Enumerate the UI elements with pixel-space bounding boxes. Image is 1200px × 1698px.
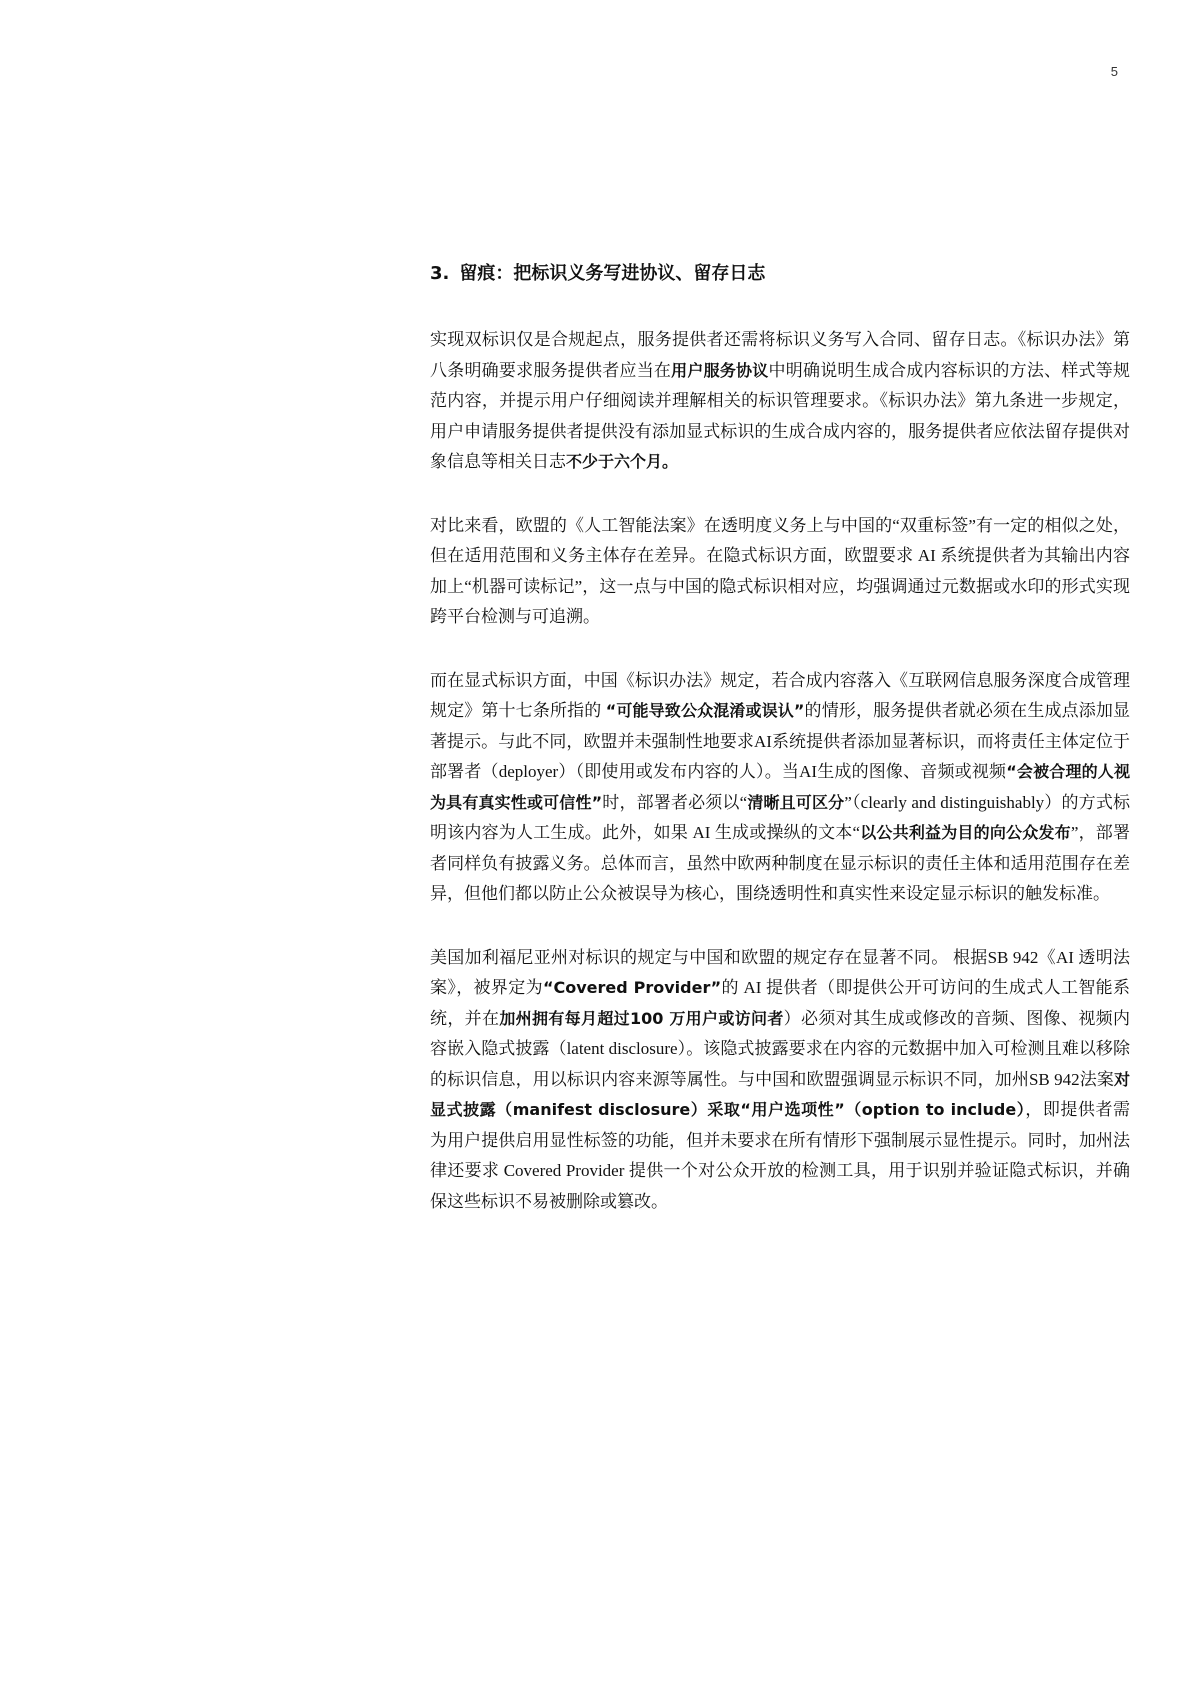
paragraph-container bbox=[430, 325, 1130, 1217]
body-paragraph bbox=[430, 666, 1130, 910]
paragraph-text: 的 AI 提供者（即提供公开可访问的生成式人工智能系统，并在 bbox=[430, 978, 1131, 1028]
paragraph-text: 中明确说明生成合成内容标识的方法、样式等规范内容，并提示用户仔细阅读并理解相关的标识管理要求。《标识办法》第九条进一步规定，用户申请服务提供者提供没有添加显式标识的生成合成内容的，服务提供者应依法留存提供对象信息等相关日志 bbox=[430, 360, 1131, 471]
emphasis-text: 加州拥有每月超过100 万用户或访问者 bbox=[499, 1008, 784, 1028]
section-title: 留痕：把标识义务写进协议、留存日志 bbox=[459, 263, 766, 284]
paragraph-text: ）必须对其生成或修改的音频、图像、视频内容嵌入隐式披露（latent disclosure）。该隐式披露要求在内容的元数据中加入可检测且难以移除的标识信息，用以标识内容来源等属性。与中国和欧盟强调显示标识不同，加州SB 942法案 bbox=[430, 1008, 1130, 1089]
paragraph-text: 实现双标识仅是合规起点，服务提供者还需将标识义务写入合同、留存日志。《标识办法》第八条明确要求服务提供者应当在 bbox=[430, 330, 1130, 380]
page-number: 5 bbox=[1110, 64, 1118, 79]
emphasis-text: “Covered Provider” bbox=[542, 978, 722, 997]
body-paragraph bbox=[430, 511, 1130, 633]
paragraph-text: 而在显式标识方面，中国《标识办法》规定，若合成内容落入《互联网信息服务深度合成管理规定》第十七条所指的 bbox=[430, 670, 1130, 720]
emphasis-text: “可能导致公众混淆或误认” bbox=[605, 701, 805, 720]
emphasis-text: 不少于六个月。 bbox=[566, 452, 679, 471]
emphasis-text: 对显式披露（manifest disclosure）采取“用户选项性”（option to include） bbox=[430, 1069, 1130, 1119]
paragraph-text: 的情形，服务提供者就必须在生成点添加显著提示。与此不同，欧盟并未强制性地要求AI系统提供者添加显著标识，而将责任主体定位于部署者（deployer）（即使用或发布内容的人）。当AI生成的图像、音频或视频 bbox=[430, 701, 1131, 781]
paragraph-text: ”，部署者同样负有披露义务。总体而言，虽然中欧两种制度在显示标识的责任主体和适用范围存在差异，但他们都以防止公众被误导为核心，围绕透明性和真实性来设定显示标识的触发标准。 bbox=[430, 823, 1130, 903]
emphasis-text: “会被合理的人视为具有真实性或可信性” bbox=[430, 762, 1130, 812]
paragraph-text: 对比来看，欧盟的《人工智能法案》在透明度义务上与中国的“双重标签”有一定的相似之处，但在适用范围和义务主体存在差异。在隐式标识方面，欧盟要求 AI 系统提供者为其输出内容加上“机器可读标记”，这一点与中国的隐式标识相对应，均强调通过元数据或水印的形式实现跨平台检测与可追溯。 bbox=[430, 515, 1130, 626]
body-paragraph bbox=[430, 943, 1130, 1218]
body-paragraph bbox=[430, 325, 1130, 478]
paragraph-text: ”（clearly and distinguishably）的方式标明该内容为人工生成。此外，如果 AI 生成或操纵的文本“ bbox=[430, 792, 1130, 842]
paragraph-text: ，即提供者需为用户提供启用显性标签的功能，但并未要求在所有情形下强制展示显性提示。同时，加州法律还要求 Covered Provider 提供一个对公众开放的检测工具，用于识别并验证隐式标识，并确保这些标识不易被删除或篡改。 bbox=[430, 1100, 1131, 1211]
emphasis-text: 用户服务协议 bbox=[671, 360, 769, 380]
section-number: 3. bbox=[430, 263, 450, 284]
emphasis-text: 以公共利益为目的向公众发布 bbox=[860, 823, 1071, 842]
emphasis-text: 清晰且可区分 bbox=[747, 792, 845, 812]
paragraph-text: 时，部署者必须以“ bbox=[602, 792, 748, 812]
paragraph-text: 美国加利福尼亚州对标识的规定与中国和欧盟的规定存在显著不同。 根据SB 942《AI 透明法案》，被界定为 bbox=[430, 947, 1130, 997]
section-heading bbox=[430, 258, 1130, 290]
document-body bbox=[430, 258, 1130, 1250]
